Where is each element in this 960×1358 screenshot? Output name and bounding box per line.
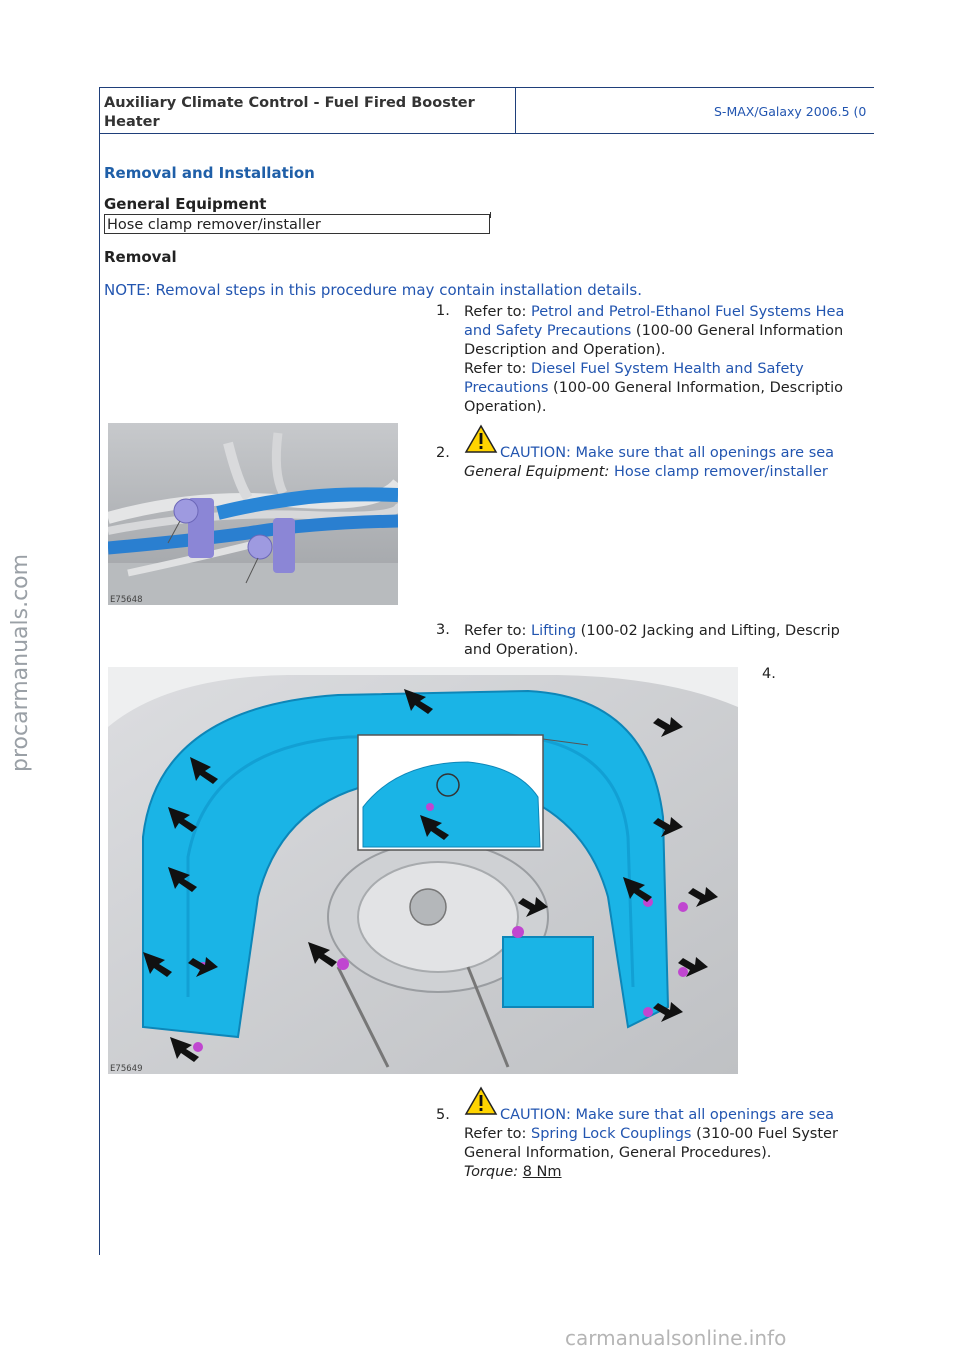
removal-heading: Removal xyxy=(104,248,177,266)
text: Refer to: xyxy=(464,1126,531,1142)
text: Refer to: xyxy=(464,623,531,639)
link-spring-lock-couplings[interactable]: Spring Lock Couplings xyxy=(531,1126,692,1142)
bottom-watermark: carmanualsonline.info xyxy=(565,1326,787,1350)
link-petrol-safety[interactable]: Petrol and Petrol-Ethanol Fuel Systems Hea xyxy=(531,304,845,320)
link-lifting[interactable]: Lifting xyxy=(531,623,577,639)
equipment-label: General Equipment: xyxy=(464,464,610,480)
step-3-text xyxy=(464,622,874,660)
step-2-caution xyxy=(500,444,874,463)
text: Refer to: xyxy=(464,361,531,377)
step-5-text xyxy=(464,1125,874,1182)
text: General Information, General Procedures). xyxy=(464,1145,772,1161)
link-petrol-safety-cont[interactable]: and Safety Precautions xyxy=(464,323,632,339)
text: Operation). xyxy=(464,399,547,415)
torque-label: Torque: xyxy=(464,1164,519,1180)
step-2-number: 2. xyxy=(436,445,450,461)
text: (100-00 General Information, Descriptio xyxy=(548,380,843,396)
page-header xyxy=(99,87,874,134)
step-5-number: 5. xyxy=(436,1107,450,1123)
figure-label: E75648 xyxy=(110,595,143,605)
table-edge xyxy=(490,212,491,218)
general-equipment-heading: General Equipment xyxy=(104,195,267,213)
figure-label: E75649 xyxy=(110,1064,143,1074)
warning-triangle-icon xyxy=(464,1086,498,1116)
text: (310-00 Fuel Syster xyxy=(691,1126,838,1142)
step-5-caution xyxy=(500,1106,874,1125)
header-divider xyxy=(515,88,516,133)
step-1-text xyxy=(464,303,874,417)
side-watermark: procarmanuals.com xyxy=(8,553,33,772)
text: Refer to: xyxy=(464,304,531,320)
removal-note: NOTE: Removal steps in this procedure may contain installation details. xyxy=(104,281,642,299)
text: Description and Operation). xyxy=(464,342,666,358)
figure-hose-clamps xyxy=(108,423,398,605)
section-title: Removal and Installation xyxy=(104,164,315,182)
text: (100-02 Jacking and Lifting, Descrip xyxy=(576,623,840,639)
warning-triangle-icon xyxy=(464,424,498,454)
step-3-number: 3. xyxy=(436,622,450,638)
page-title: Auxiliary Climate Control - Fuel Fired Booster Heater xyxy=(104,95,475,130)
left-margin-rule xyxy=(99,87,100,1255)
figure-wheel-arch-liner xyxy=(108,667,738,1074)
hose-clamp-illustration xyxy=(108,423,398,605)
link-diesel-safety[interactable]: Diesel Fuel System Health and Safety xyxy=(531,361,804,377)
step-2-equipment xyxy=(464,463,874,482)
wheel-arch-liner-illustration xyxy=(108,667,738,1074)
step-4-number: 4. xyxy=(762,666,776,682)
text: (100-00 General Information xyxy=(631,323,844,339)
equipment-table-row: Hose clamp remover/installer xyxy=(104,214,490,234)
vehicle-model: S-MAX/Galaxy 2006.5 (0 xyxy=(714,104,867,119)
text: and Operation). xyxy=(464,642,579,658)
link-hose-clamp-tool[interactable]: Hose clamp remover/installer xyxy=(613,464,828,480)
step-1-number: 1. xyxy=(436,303,450,319)
link-diesel-safety-cont[interactable]: Precautions xyxy=(464,380,549,396)
caution-text: CAUTION: Make sure that all openings are sea xyxy=(500,445,835,461)
caution-text: CAUTION: Make sure that all openings are sea xyxy=(500,1107,835,1123)
torque-value: 8 Nm xyxy=(522,1164,562,1180)
